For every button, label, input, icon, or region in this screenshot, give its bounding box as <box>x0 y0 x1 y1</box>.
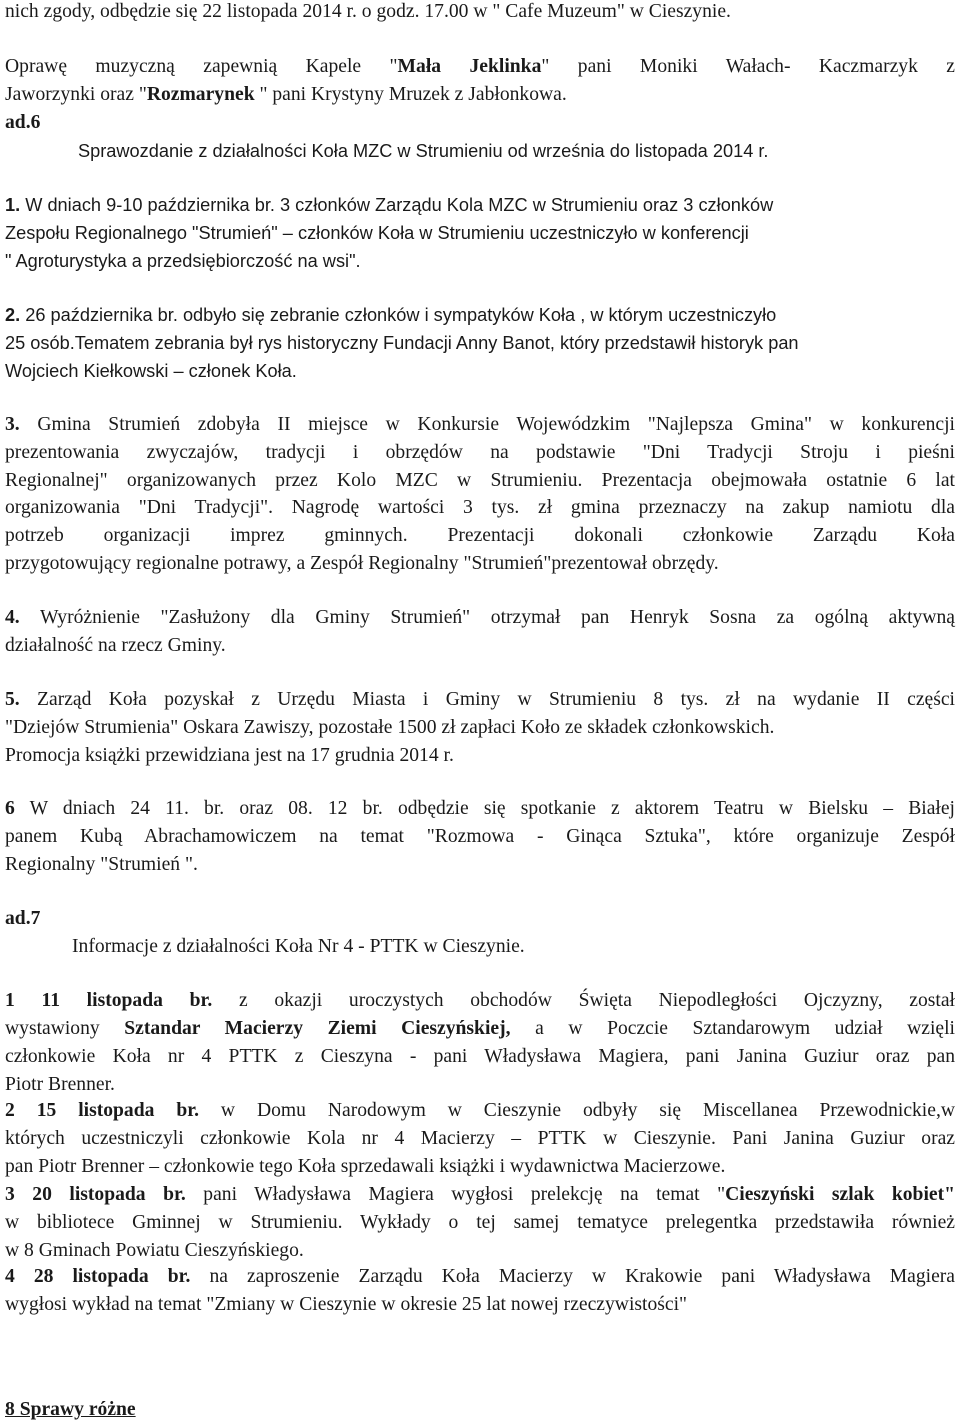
text-line: 25 osób.Tematem zebrania był rys historyczny Fundacji Anny Banot, który przedstawił historyk pan <box>5 333 799 353</box>
text-line: 6 W dniach 24 11. br. oraz 08. 12 br. odbędzie się spotkanie z aktorem Teatru w Bielsku – Białej <box>5 798 955 819</box>
text-line: 2. 26 października br. odbyło się zebranie członków i sympatyków Koła , w którym uczestniczyło <box>5 305 777 325</box>
text-line: potrzeb organizacji imprez gminnych. Prezentacji dokonali członkowie Zarządu Koła <box>5 525 955 546</box>
text-line: 3 20 listopada br. pani Władysława Magiera wygłosi prelekcję na temat "Cieszyński szlak kobiet" <box>5 1184 955 1205</box>
text-line: Wojciech Kiełkowski – członek Koła. <box>5 361 297 381</box>
text-line: Regionalnej" organizowanych przez Kolo MZC w Strumieniu. Prezentacja obejmowała ostatnie 6 lat <box>5 470 955 491</box>
text-line: działalność na rzecz Gminy. <box>5 635 226 656</box>
text-line: panem Kubą Abrachamowiczem na temat "Rozmowa - Ginąca Sztuka", które organizuje Zespół <box>5 826 955 847</box>
text-line: 5. Zarząd Koła pozyskał z Urzędu Miasta i Gminy w Strumieniu 8 tys. zł na wydanie II części <box>5 689 955 710</box>
text-line: pan Piotr Brenner – członkowie tego Koła sprzedawali książki i wydawnictwa Macierzowe. <box>5 1156 726 1177</box>
text-line: 4. Wyróżnienie "Zasłużony dla Gminy Strumień" otrzymał pan Henryk Sosna za ogólną aktywną <box>5 607 955 628</box>
lecture-title: Cieszyński szlak kobiet" <box>725 1184 955 1205</box>
text-line: członkowie Koła nr 4 PTTK z Cieszyna - pani Władysława Magiera, pani Janina Guziur oraz pan <box>5 1046 955 1067</box>
text-line: przygotowujący regionalne potrawy, a Zespół Regionalny "Strumień"prezentował obrzędy. <box>5 553 719 574</box>
banner-name: Sztandar Macierzy Ziemi Cieszyńskiej, <box>124 1018 511 1039</box>
text-line: 2 15 listopada br. w Domu Narodowym w Cieszynie odbyły się Miscellanea Przewodnickie,w <box>5 1100 955 1121</box>
text-line: których uczestniczyli członkowie Kola nr 4 Macierzy – PTTK w Cieszynie. Pani Janina Guziur oraz <box>5 1128 955 1149</box>
band-name: Mała Jeklinka <box>397 56 542 77</box>
text-line: 1 11 listopada br. z okazji uroczystych obchodów Święta Niepodległości Ojczyzny, został <box>5 990 955 1011</box>
text-line: wystawiony Sztandar Macierzy Ziemi Cieszyńskiej, a w Poczcie Sztandarowym udział wzięli <box>5 1018 955 1039</box>
section-heading: Informacje z działalności Koła Nr 4 - PTTK w Cieszynie. <box>72 936 525 957</box>
text-line: 1. W dniach 9-10 października br. 3 członków Zarządu Kola MZC w Strumieniu oraz 3 członków <box>5 195 774 215</box>
text-line: Oprawę muzyczną zapewnią Kapele "Mała Jeklinka" pani Moniki Wałach- Kaczmarzyk z <box>5 56 955 77</box>
text-line: Piotr Brenner. <box>5 1074 115 1095</box>
text-line: organizowania "Dni Tradycji". Nagrodę wartości 3 tys. zł gmina przeznaczy na zakup namiotu dla <box>5 497 955 518</box>
section-number: ad.7 <box>5 908 41 929</box>
text-line: 4 28 listopada br. na zaproszenie Zarządu Koła Macierzy w Krakowie pani Władysława Magiera <box>5 1266 955 1287</box>
text-line: wygłosi wykład na temat "Zmiany w Cieszynie w okresie 25 lat nowej rzeczywistości" <box>5 1294 688 1315</box>
section-heading: Sprawozdanie z działalności Koła MZC w Strumieniu od września do listopada 2014 r. <box>78 141 769 161</box>
text-line: Zespołu Regionalnego "Strumień" – członków Koła w Strumieniu uczestniczyło w konferencji <box>5 223 749 243</box>
band-name: Rozmarynek <box>146 84 255 105</box>
text-line: Promocja książki przewidziana jest na 17 grudnia 2014 r. <box>5 745 454 766</box>
text-line: w 8 Gminach Powiatu Cieszyńskiego. <box>5 1240 304 1261</box>
section-number: ad.6 <box>5 112 41 133</box>
text-line: prezentowania zwyczajów, tradycji i obrzędów na podstawie "Dni Tradycji Stroju i pieśni <box>5 442 955 463</box>
text-line: " Agroturystyka a przedsiębiorczość na wsi". <box>5 251 361 271</box>
text-line: nich zgody, odbędzie się 22 listopada 2014 r. o godz. 17.00 w " Cafe Muzeum" w Cieszynie. <box>5 1 731 22</box>
text-line: "Dziejów Strumienia" Oskara Zawiszy, pozostałe 1500 zł zapłaci Koło ze składek członkowskich. <box>5 717 775 738</box>
text-line: Regionalny "Strumień ". <box>5 854 198 875</box>
text-line: w bibliotece Gminnej w Strumieniu. Wykłady o tej samej tematyce prelegentka przedstawiła również <box>5 1212 955 1233</box>
text-line: 3. Gmina Strumień zdobyła II miejsce w Konkursie Wojewódzkim "Najlepsza Gmina" w konkurencji <box>5 414 955 435</box>
text-line: Jaworzynki oraz "Rozmarynek " pani Krystyny Mruzek z Jabłonkowa. <box>5 84 567 105</box>
section-heading: 8 Sprawy różne <box>5 1399 136 1420</box>
